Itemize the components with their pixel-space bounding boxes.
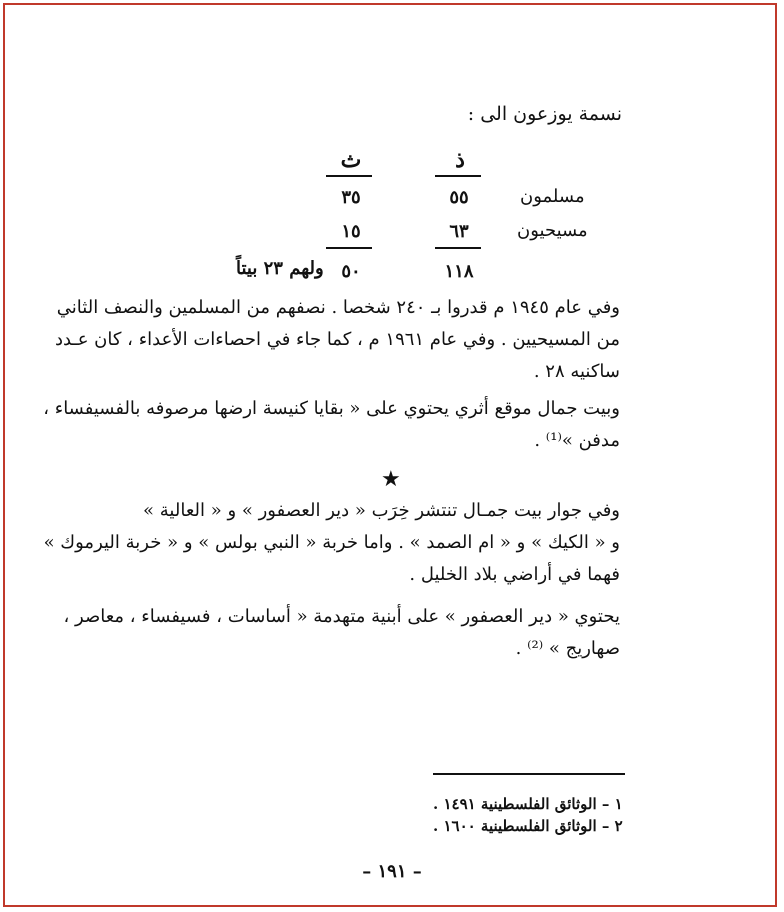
document-page: [5, 5, 775, 905]
cell-muslims-female: ٣٥: [341, 187, 361, 208]
column-header-female: ث: [340, 147, 362, 173]
paragraph-line: فهما في أراضي بلاد الخليل .: [409, 564, 620, 585]
paragraph-line: ساكنيه ٢٨ .: [533, 361, 620, 382]
paragraph-line: وفي عام ١٩٤٥ م قدروا بـ ٢٤٠ شخصا . نصفهم من المسلمين والنصف الثاني: [56, 297, 620, 318]
header-rule-male: [435, 175, 481, 177]
row-label-christians: مسيحيون: [517, 220, 588, 241]
paragraph-population: [54, 292, 620, 388]
cell-christians-male: ٦٣: [449, 221, 469, 242]
footnote-rule: [433, 773, 625, 775]
total-rule-female: [326, 247, 372, 249]
page-number: – ١٩١ –: [362, 861, 422, 882]
total-female: ٥٠: [341, 261, 361, 282]
paragraph-line: و « الكيك » و « ام الصمد » . واما خربة « النبي بولس » و « خربة اليرموك »: [43, 532, 620, 553]
paragraph-line: من المسيحيين . وفي عام ١٩٦١ م ، كما جاء في احصاءات الأعداء ، كان عـدد: [54, 329, 620, 350]
paragraph-line: وفي جوار بيت جمـال تنتشر خِرَب « دير العصفور » و « العالية »: [143, 500, 620, 521]
houses-note: ولهم ٢٣ بيتاً: [236, 258, 324, 279]
paragraph-line: صهاريج » ⁽²⁾ .: [515, 638, 620, 659]
footnote-2: ٢ – الوثائق الفلسطينية ١٦٠٠ .: [433, 817, 623, 835]
paragraph-ruins: [43, 495, 620, 591]
intro-line: نسمة يوزعون الى :: [467, 103, 622, 125]
paragraph-archaeology: [43, 393, 620, 457]
cell-muslims-male: ٥٥: [449, 187, 469, 208]
column-header-male: ذ: [455, 147, 465, 173]
footnote-1: ١ – الوثائق الفلسطينية ١٤٩١ .: [433, 795, 623, 813]
paragraph-line: يحتوي « دير العصفور » على أبنية متهدمة « أساسات ، فسيفساء ، معاصر ،: [63, 606, 620, 627]
total-male: ١١٨: [444, 261, 474, 282]
cell-christians-female: ١٥: [341, 221, 361, 242]
header-rule-female: [326, 175, 372, 177]
section-star-icon: ★: [381, 467, 401, 492]
total-rule-male: [435, 247, 481, 249]
paragraph-line: وبيت جمال موقع أثري يحتوي على « بقايا كنيسة ارضها مرصوفه بالفسيفساء ،: [43, 398, 620, 419]
row-label-muslims: مسلمون: [520, 186, 585, 207]
page-frame: [3, 3, 777, 907]
paragraph-line: مدفن »⁽¹⁾ .: [534, 430, 620, 451]
paragraph-deir-asfur: [63, 601, 620, 665]
